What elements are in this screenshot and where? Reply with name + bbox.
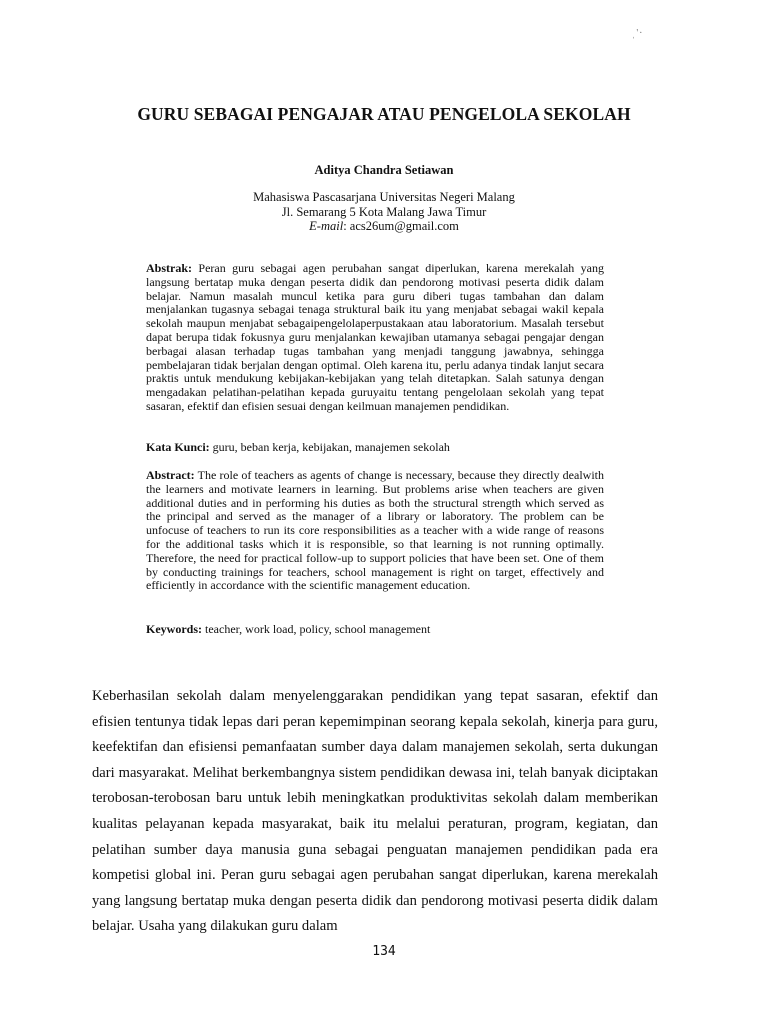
email-label: E-mail	[309, 219, 344, 233]
email-address[interactable]: : acs26um@gmail.com	[343, 219, 459, 233]
keywords-label: Keywords:	[146, 622, 202, 636]
abstract-text: The role of teachers as agents of change is necessary, because they directly dealwith the learners and motivate learners in learning. But problems arise when teachers are given additional duties and in performing his duties as both the structural strength which served as the principal and served as the manager of a library or laboratory. The problem can be unfocuse of teachers to run its core responsibilities as a teacher with a wide range of reasons for the additional tasks which it is responsible, so that learning is not running optimally. Therefore, the need for practical follow-up to support policies that have been set. One of them by conducting trainings for teachers, school management is right on target, effectively and efficiently in accordance with the scientific management education.	[146, 468, 604, 593]
affiliation-block	[0, 190, 768, 234]
kata-kunci-label: Kata Kunci:	[146, 440, 210, 454]
author-name: Aditya Chandra Setiawan	[314, 163, 454, 177]
affiliation-line-1: Mahasiswa Pascasarjana Universitas Negeri Malang	[253, 190, 515, 204]
paper-title: GURU SEBAGAI PENGAJAR ATAU PENGELOLA SEKOLAH	[137, 104, 631, 124]
abstrak-text: Peran guru sebagai agen perubahan sangat diperlukan, karena merekalah yang langsung bertatap muka dengan peserta didik dan pendorong motivasi peserta didik dalam belajar. Namun masalah muncul ketika para guru diberi tugas tambahan dan dalam menjalankan tugasnya sebagai tenaga struktural baik itu yang menjabat sebagai wakil kepala sekolah maupun menjabat sebagaipengelolaperpustakaan atau laboratorium. Masalah tersebut dapat berupa tidak fokusnya guru menjalankan kewajiban utamanya sebagai pengajar dengan berbagai alasan terhadap tugas tambahan yang menjadi tanggung jawabnya, sehingga pembelajaran tidak berjalan dengan optimal. Oleh karena itu, perlu adanya tindak lanjut secara praktis untuk mendukung kebijakan-kebijakan yang telah ditetapkan. Salah satunya dengan mengadakan pelatihan-pelatihan kepada guruyaitu tentang pengelolaan sekolah yang tepat sasaran, efektif dan efisien sesuai dengan keilmuan manajemen pendidikan.	[146, 261, 604, 413]
abstract-paragraph	[146, 469, 604, 593]
kata-kunci-text: guru, beban kerja, kebijakan, manajemen sekolah	[209, 440, 450, 454]
keywords-paragraph	[146, 623, 604, 637]
keywords-text: teacher, work load, policy, school management	[202, 622, 431, 636]
email-line	[0, 219, 768, 234]
corner-mark: ˌ'·	[632, 28, 644, 39]
abstrak-paragraph	[146, 262, 604, 414]
abstract-label: Abstract:	[146, 468, 195, 482]
abstrak-label: Abstrak:	[146, 261, 193, 275]
page-number: 134	[372, 944, 396, 959]
affiliation-line-2: Jl. Semarang 5 Kota Malang Jawa Timur	[281, 204, 487, 219]
kata-kunci-paragraph	[146, 441, 604, 455]
body-paragraph: Keberhasilan sekolah dalam menyelenggarakan pendidikan yang tepat sasaran, efektif dan efisien tentunya tidak lepas dari peran kepemimpinan seorang kepala sekolah, kinerja para guru, keefektifan dan efisiensi pemanfaatan sumber daya dalam manajemen sekolah, serta dukungan dari masyarakat. Melihat berkembangnya sistem pendidikan dewasa ini, telah banyak diciptakan terobosan-terobosan baru untuk lebih meningkatkan produktivitas sekolah dalam memberikan kualitas pelayanan kepada masyarakat, baik itu melalui peraturan, program, kegiatan, dan pelatihan sumber daya manusia guna sebagai penguatan manajemen pendidikan pada era kompetisi global ini. Peran guru sebagai agen perubahan sangat diperlukan, karena merekalah yang langsung bertatap muka dengan peserta didik dan pendorong motivasi peserta didik dalam belajar. Usaha yang dilakukan guru dalam	[92, 688, 658, 935]
